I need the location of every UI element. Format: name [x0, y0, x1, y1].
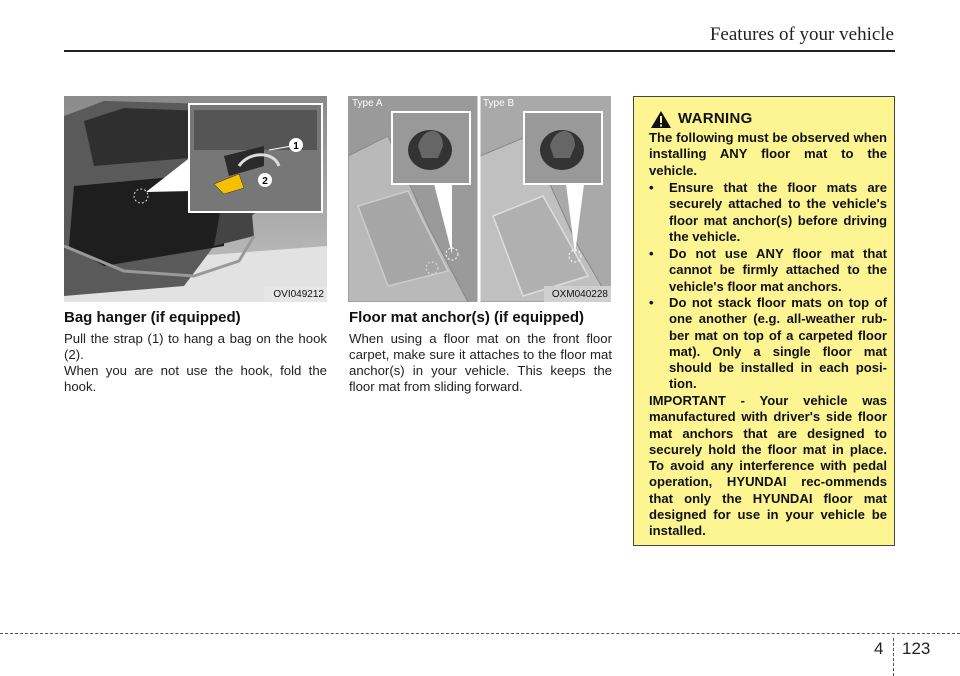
warning-box	[633, 96, 895, 546]
page-number: 123	[902, 639, 931, 658]
figure-code: OVI049212	[273, 289, 324, 300]
warning-bullet	[649, 246, 887, 295]
footer-rule	[0, 633, 960, 634]
type-b-label: Type B	[483, 98, 515, 109]
callout-1-label: 1	[293, 141, 299, 152]
bag-hanger-paragraph-2: When you are not use the hook, fold the hook.	[64, 363, 327, 394]
bullet-dot: •	[649, 246, 654, 261]
type-a-label: Type A	[352, 98, 383, 109]
floor-mat-illustration	[348, 96, 611, 302]
chapter-number: 4	[874, 639, 884, 658]
warning-triangle-icon	[650, 110, 672, 129]
section-header-title: Features of your vehicle	[709, 24, 894, 45]
warning-title: WARNING	[678, 110, 753, 128]
figure-code: OXM040228	[551, 289, 608, 300]
header-rule	[64, 50, 895, 52]
bullet-dot: •	[649, 180, 654, 195]
warning-bullet-text: Ensure that the floor mats are securely attached to the vehicle's floor mat anchor(s) before driving the vehicle.	[669, 180, 887, 244]
warning-bullet-text: Do not use ANY floor mat that cannot be firmly attached to the vehicle's floor mat anchors.	[669, 246, 887, 294]
bag-hanger-title: Bag hanger (if equipped)	[64, 309, 241, 326]
warning-bullet-text: Do not stack floor mats on top of one another (e.g. all-weather rub-ber mat on top of a carpeted floor mat). Only a single floor mat should be installed in each posi-tion.	[669, 295, 887, 392]
trunk-illustration	[64, 96, 327, 302]
warning-heading	[650, 110, 753, 129]
warning-bullet	[649, 180, 887, 245]
bag-hanger-paragraph-1: Pull the strap (1) to hang a bag on the hook (2).	[64, 331, 327, 362]
callout-2-label: 2	[262, 176, 268, 187]
bullet-dot: •	[649, 295, 654, 310]
floor-mat-figure	[348, 96, 611, 302]
warning-intro: The following must be observed when installing ANY floor mat to the vehicle.	[649, 130, 887, 178]
warning-bullet	[649, 295, 887, 393]
bag-hanger-figure	[64, 96, 327, 302]
floor-mat-title: Floor mat anchor(s) (if equipped)	[349, 309, 584, 326]
page-number-divider	[893, 638, 894, 676]
warning-important: IMPORTANT - Your vehicle was manufactured with driver's side floor mat anchors that are designed to securely hold the floor mat in place. To avoid any interference with pedal operation, HYUNDAI rec-ommends that only the HYUNDAI floor mat designed for use in your vehicle be installed.	[649, 393, 887, 539]
floor-mat-paragraph: When using a floor mat on the front floor carpet, make sure it attaches to the floor mat anchor(s) in your vehicle. This keeps the floor mat from sliding forward.	[349, 331, 612, 394]
